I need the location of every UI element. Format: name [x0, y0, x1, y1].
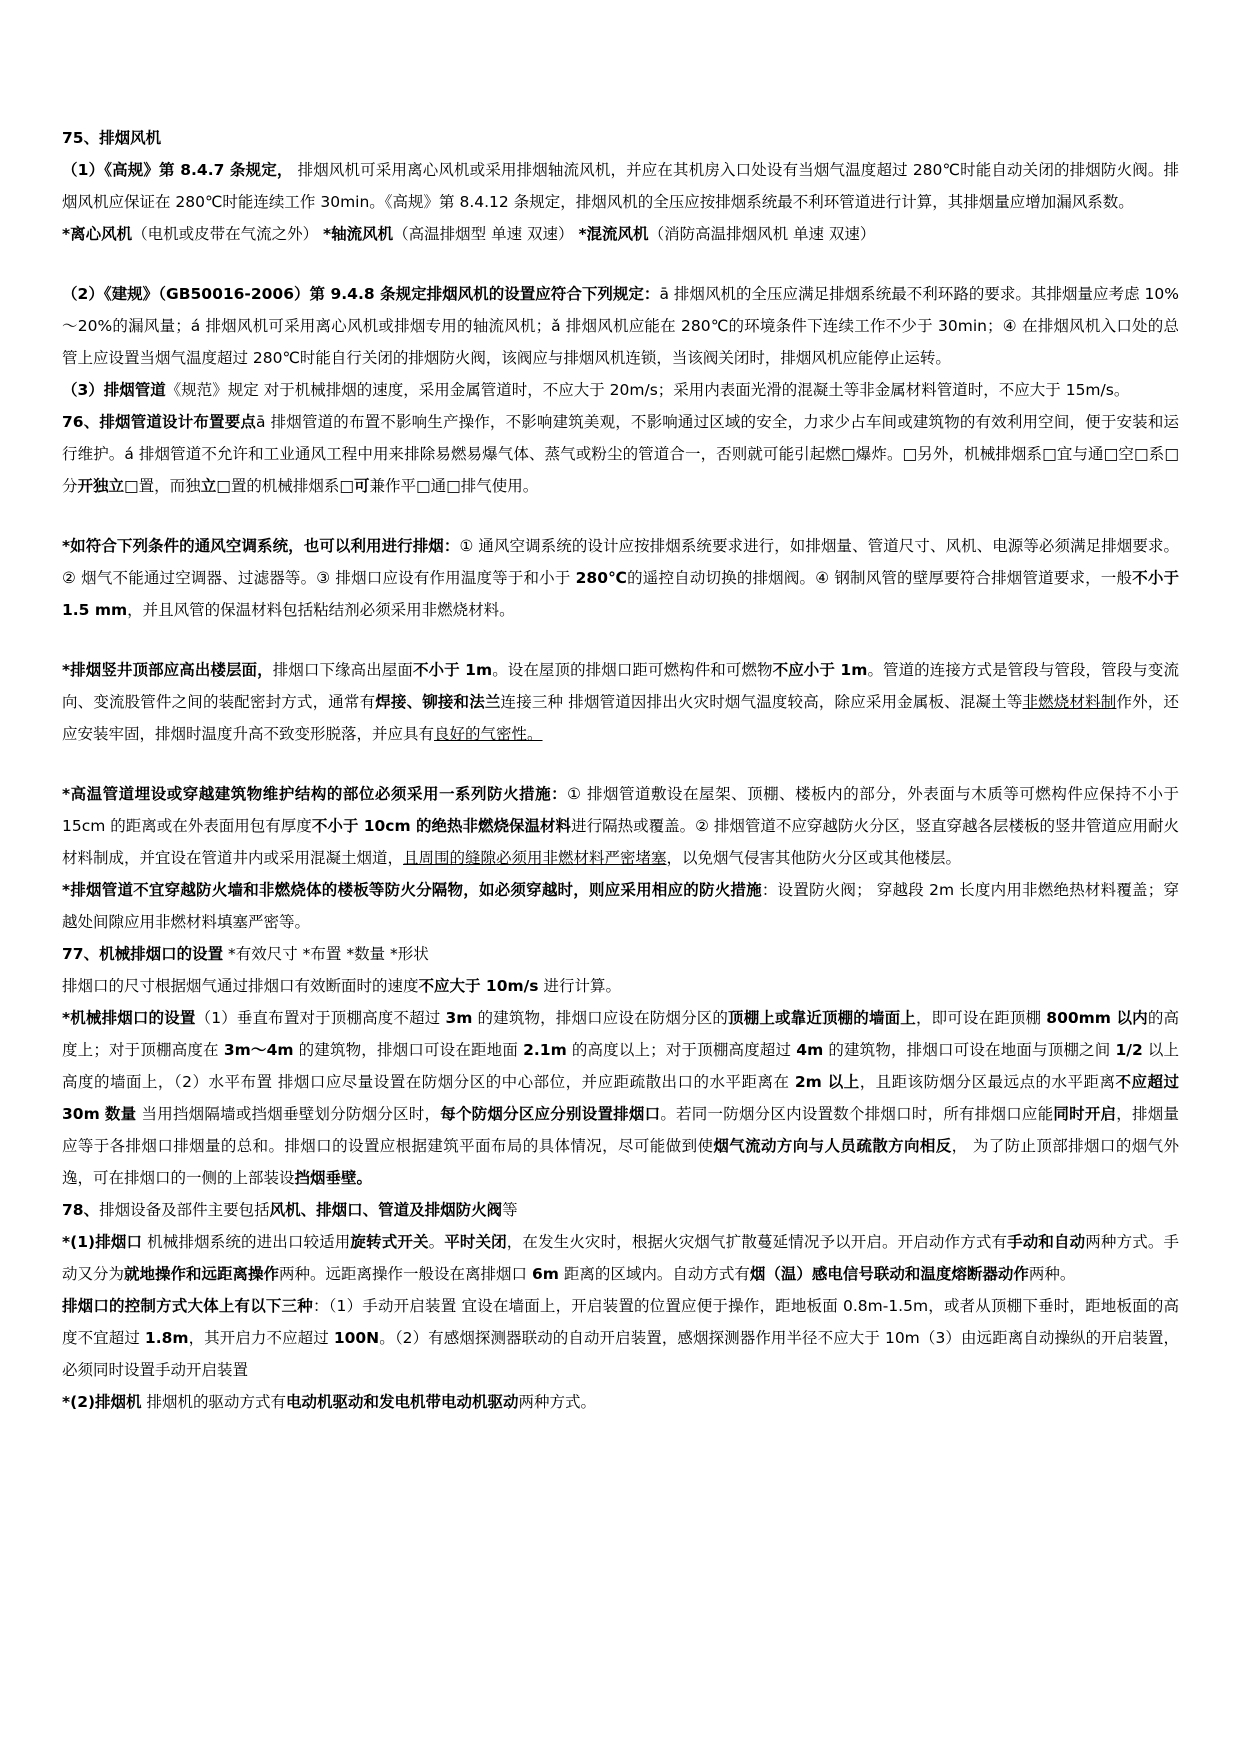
text-run: 的遥控自动切换的排烟阀。④ 钢制风管的壁厚要符合排烟管道要求，一般	[627, 569, 1133, 587]
text-run: ， 为了防止顶部排烟口的烟气外逸，可在排烟口的一侧的上部装设	[62, 1137, 1179, 1187]
text-run: 。	[428, 1233, 445, 1251]
bold-text-run: 77、机械排烟口的设置	[62, 945, 224, 963]
bold-text-run: 76、排烟管道设计布置要点	[62, 413, 257, 431]
text-run: 以上高度的墙面上，（2）水平布置 排烟口应尽量设置在防烟分区的中心部位，并应距疏散出口的水平距离在	[62, 1041, 1180, 1091]
bold-text-run: 不小于 1.5 mm	[62, 569, 1180, 619]
text-run: 。设在屋顶的排烟口距可燃构件和可燃物	[492, 661, 773, 679]
bold-text-run: 立	[200, 477, 217, 495]
bold-text-run: 280℃	[575, 569, 628, 587]
text-run: ① 排烟管道敷设在屋架、顶棚、楼板内的部分，外表面与木质等可燃构件应保持不小于 15cm 的距离或在外表面用包有厚度	[62, 785, 1179, 835]
bold-text-run: （1）《高规》第 8.4.7 条规定，	[62, 161, 293, 179]
bold-text-run: 不应小于 1m	[772, 661, 868, 679]
bold-text-run: 烟气流动方向与人员疏散方向相反	[713, 1137, 952, 1155]
text-run: ，其开启力不应超过	[188, 1329, 334, 1347]
text-run: ，且距该防烟分区最远点的水平距离	[859, 1073, 1116, 1091]
bold-text-run: 就地操作和远距离操作	[124, 1265, 280, 1283]
text-run: 的高度上；对于顶棚高度在	[62, 1009, 1179, 1059]
bold-text-run: 顶棚上或靠近顶棚的墙面上	[728, 1009, 916, 1027]
text-run: （电机或皮带在气流之外）	[132, 225, 324, 243]
s78-paragraph-outlet	[62, 1226, 1179, 1290]
text-run: 进行计算。	[538, 977, 621, 995]
bold-text-run: *离心风机	[62, 225, 133, 243]
text-run: 等	[502, 1201, 518, 1219]
text-run: 作外，还应安装牢固，排烟时温度升高不致变形脱落，并应具有	[62, 693, 1179, 743]
s75-paragraph-jiangui	[62, 278, 1179, 374]
text-run: ，以免烟气侵害其他防火分区或其他楼层。	[666, 849, 962, 867]
bold-text-run: *高温管道埋设或穿越建筑物维护结构的部位必须采用一系列防火措施：	[62, 785, 568, 803]
bold-text-run: 1/2	[1115, 1041, 1143, 1059]
bold-text-run: 78、	[62, 1201, 100, 1219]
bold-text-run: 烟（温）感电信号联动和温度熔断器动作	[749, 1265, 1029, 1283]
text-run: 的建筑物，排烟口应设在防烟分区的	[472, 1009, 729, 1027]
text-run: 两种。	[1028, 1265, 1076, 1283]
bold-text-run: 不应超过 30m	[62, 1073, 1179, 1123]
bold-text-run: *如符合下列条件的通风空调系统，也可以利用进行排烟：	[62, 537, 460, 555]
text-run: （消防高温排烟风机 单速 双速）	[648, 225, 876, 243]
bold-text-run: 4m	[796, 1041, 824, 1059]
bold-text-run: 不小于 10cm 的绝热非燃烧保温材料	[311, 817, 572, 835]
bold-text-run: 同时开启	[1053, 1105, 1117, 1123]
text-run: 。若同一防烟分区内设置数个排烟口时，所有排烟口应能	[660, 1105, 1054, 1123]
text-run: ，并且风管的保温材料包括粘结剂必须采用非燃烧材料。	[127, 601, 515, 619]
text-run: *有效尺寸 *布置 *数量 *形状	[223, 945, 429, 963]
bold-text-run: 开独立	[77, 477, 125, 495]
s75-paragraph-duct	[62, 374, 1179, 406]
text-run: 。管道的连接方式是管段与管段，管段与变流向、变流股管件之间的装配密封方式，通常有	[62, 661, 1179, 711]
text-run: ，在发生火灾时，根据火灾烟气扩散蔓延情况予以开启。开启动作方式有	[506, 1233, 1008, 1251]
bold-text-run: 6m	[531, 1265, 559, 1283]
bold-text-run: （2）《建规》（GB50016-2006）第 9.4.8 条规定排烟风机的设置应符合下列规定：	[62, 285, 660, 303]
s76-paragraph-hvac	[62, 530, 1179, 626]
bold-text-run: 100N	[333, 1329, 380, 1347]
s76-paragraph-shaft	[62, 654, 1179, 750]
text-run: 两种方式。手动又分为	[62, 1233, 1179, 1283]
underlined-text-run: 良好的气密性。	[434, 725, 543, 743]
bold-text-run: 排烟口的控制方式大体上有以下三种	[62, 1297, 313, 1315]
s76-paragraph-1	[62, 406, 1179, 502]
text-run: 。（2）有感烟探测器联动的自动开启装置，感烟探测器作用半径不应大于 10m（3）由远距离自动操纵的开启装置，必须同时设置手动开启装置	[62, 1329, 1179, 1379]
bold-text-run: 焊接、铆接和法兰	[375, 693, 501, 711]
text-run: 进行隔热或覆盖。② 排烟管道不应穿越防火分区，竖直穿越各层楼板的竖井管道应用耐火材料制成，并宜设在管道井内或采用混凝土烟道，	[62, 817, 1179, 867]
text-run: □置，而独	[124, 477, 201, 495]
s77-heading	[62, 938, 1179, 970]
text-run: 排烟机的驱动方式有	[141, 1393, 286, 1411]
s78-paragraph-control	[62, 1290, 1179, 1386]
text-run: 排烟口下缘高出屋面	[272, 661, 413, 679]
text-run: 的建筑物，排烟口可设在距地面	[293, 1041, 524, 1059]
bold-text-run: 不小于 1m	[412, 661, 493, 679]
bold-text-run: 1.8m	[144, 1329, 189, 1347]
bold-text-run: 手动和自动	[1007, 1233, 1086, 1251]
text-run: 连接三种 排烟管道因排出火灾时烟气温度较高，除应采用金属板、混凝土等	[500, 693, 1023, 711]
text-run: ，即可设在距顶棚	[915, 1009, 1047, 1027]
bold-text-run: 不应大于 10m/s	[418, 977, 539, 995]
text-run: □置的机械排烟系□	[216, 477, 354, 495]
underlined-text-run: 非燃烧材料制	[1022, 693, 1117, 711]
bold-text-run: 旋转式开关	[350, 1233, 429, 1251]
bold-text-run: 2.1m	[523, 1041, 567, 1059]
bold-text-run: 800mm 以内	[1046, 1009, 1148, 1027]
bold-text-run: 3m～4m	[223, 1041, 294, 1059]
s77-paragraph-layout	[62, 1002, 1179, 1194]
text-run: ā 排烟管道的布置不影响生产操作，不影响建筑美观，不影响通过区域的安全，力求少占车间或建筑物的有效利用空间，便于安装和运行维护。á 排烟管道不允许和工业通风工程中用来排除易燃易爆气体、蒸气或粉尘的管道合一，否则就可能引起燃□爆炸。□另外，机械排烟系□宜与通□空□系□分	[62, 413, 1179, 495]
bold-text-run: *混流风机	[578, 225, 649, 243]
bold-text-run: *(1)排烟口	[62, 1233, 143, 1251]
bold-text-run: 可	[354, 477, 370, 495]
s75-paragraph-1	[62, 154, 1179, 218]
s76-paragraph-firewall	[62, 874, 1179, 938]
text-run: （1）垂直布置对于顶棚高度不超过	[195, 1009, 446, 1027]
underlined-text-run: 且周围的缝隙必须用非燃材料严密堵塞	[403, 849, 667, 867]
text-run: 两种方式。	[518, 1393, 597, 1411]
bold-text-run: *机械排烟口的设置	[62, 1009, 196, 1027]
text-run: 《规范》规定 对于机械排烟的速度，采用金属管道时，不应大于 20m/s；采用内表面光滑的混凝土等非金属材料管道时，不应大于 15m/s。	[165, 381, 1130, 399]
text-run: 的建筑物，排烟口可设在地面与顶棚之间	[823, 1041, 1116, 1059]
text-run: ：设置防火阀； 穿越段 2m 长度内用非燃绝热材料覆盖；穿越处间隙应用非燃材料填塞严密等。	[62, 881, 1179, 931]
text-run: 距离的区域内。自动方式有	[558, 1265, 750, 1283]
s78-paragraph-fan	[62, 1386, 1179, 1418]
s78-heading	[62, 1194, 1179, 1226]
text-run: ：（1）手动开启装置 宜设在墙面上，开启装置的位置应便于操作，距地板面 0.8m-1.5m，或者从顶棚下垂时，距地板面的高度不宜超过	[62, 1297, 1179, 1347]
text-run: 两种。远距离操作一般设在离排烟口	[279, 1265, 532, 1283]
text-run: ① 通风空调系统的设计应按排烟系统要求进行，如排烟量、管道尺寸、风机、电源等必须满足排烟要求。② 烟气不能通过空调器、过滤器等。③ 排烟口应设有作用温度等于和小于	[62, 537, 1179, 587]
text-run: 当用挡烟隔墙或挡烟垂壁划分防烟分区时，	[136, 1105, 441, 1123]
text-run: 排烟风机可采用离心风机或采用排烟轴流风机，并应在其机房入口处设有当烟气温度超过 280℃时能自动关闭的排烟防火阀。排烟风机应保证在 280℃时能连续工作 30min。《高规》第 8.4.12 条规定，排烟风机的全压应按排烟系统最不利环管道进行计算，其排烟量应增加漏风系数。	[62, 161, 1179, 211]
bold-text-run: *轴流风机	[323, 225, 394, 243]
bold-text-run: *排烟竖井顶部应高出楼层面，	[62, 661, 273, 679]
text-run: （高温排烟型 单速 双速）	[393, 225, 579, 243]
text-run: 排烟设备及部件主要包括	[99, 1201, 270, 1219]
section-75-heading: 75、排烟风机	[62, 129, 162, 147]
bold-text-run: 平时关闭	[444, 1233, 507, 1251]
bold-text-run: *排烟管道不宜穿越防火墙和非燃烧体的楼板等防火分隔物，如必须穿越时，则应采用相应的防火措施	[62, 881, 762, 899]
text-run: ā 排烟风机的全压应满足排烟系统最不利环路的要求。其排烟量应考虑 10%～20%的漏风量；á 排烟风机可采用离心风机或排烟专用的轴流风机；ǎ 排烟风机应能在 280℃的环境条件下连续工作不少于 30min；④ 在排烟风机入口处的总管上应设置当烟气温度超过 280℃时能自行关闭的排烟防火阀，该阀应与排烟风机连锁，当该阀关闭时，排烟风机应能停止运转。	[62, 285, 1179, 367]
s76-paragraph-fireproof	[62, 778, 1179, 874]
bold-text-run: （3）排烟管道	[62, 381, 166, 399]
bold-text-run: 挡烟垂壁。	[294, 1169, 373, 1187]
bold-text-run: 数量	[104, 1105, 137, 1123]
bold-text-run: 2m 以上	[794, 1073, 860, 1091]
text-run: 的高度以上；对于顶棚高度超过	[566, 1041, 797, 1059]
s77-paragraph-size	[62, 970, 1179, 1002]
bold-text-run: 风机、排烟口、管道及排烟防火阀	[269, 1201, 503, 1219]
text-run: 兼作平□通□排气使用。	[369, 477, 539, 495]
bold-text-run: 3m	[445, 1009, 473, 1027]
bold-text-run: 电动机驱动和发电机带电动机驱动	[286, 1393, 519, 1411]
text-run: 排烟口的尺寸根据烟气通过排烟口有效断面时的速度	[62, 977, 419, 995]
text-run: 机械排烟系统的进出口较适用	[142, 1233, 351, 1251]
s75-fan-types	[62, 218, 1179, 250]
bold-text-run: *(2)排烟机	[62, 1393, 142, 1411]
text-run: ，排烟量应等于各排烟口排烟量的总和。排烟口的设置应根据建筑平面布局的具体情况，尽可能做到使	[62, 1105, 1179, 1155]
bold-text-run: 每个防烟分区应分别设置排烟口	[440, 1105, 661, 1123]
